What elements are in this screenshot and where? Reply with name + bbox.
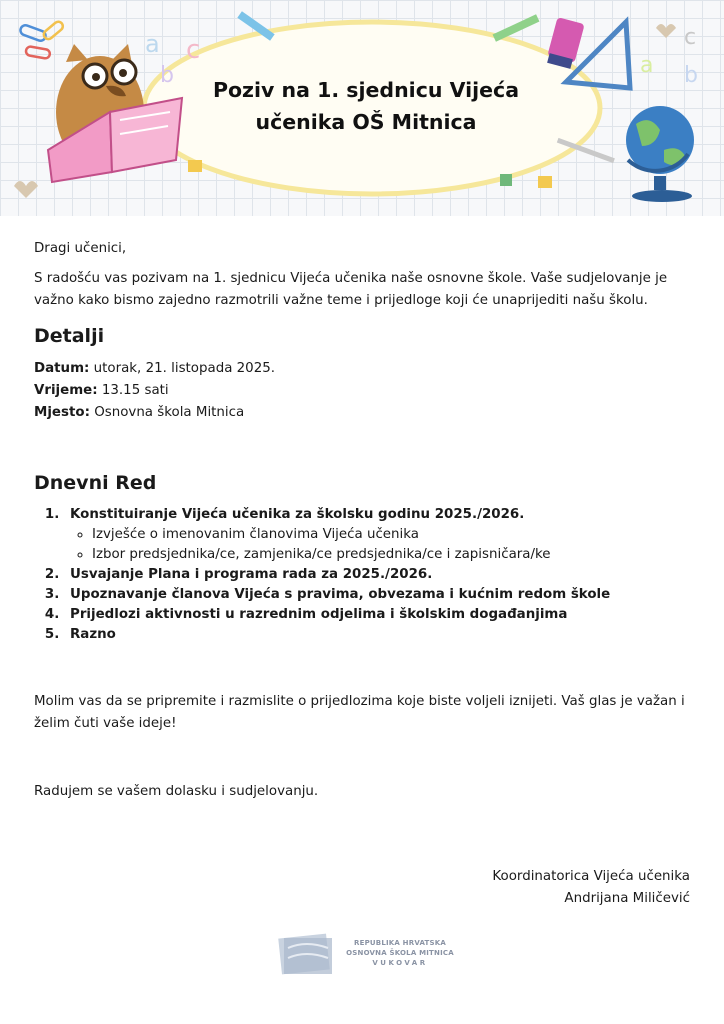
agenda-item-4: 4. Prijedlozi aktivnosti u razrednim odjelima i školskim događanjima bbox=[64, 605, 694, 625]
detail-time bbox=[34, 380, 694, 402]
detail-place bbox=[34, 402, 694, 424]
title-line-2: učenika OŠ Mitnica bbox=[255, 110, 477, 134]
paperclip-icons bbox=[19, 20, 65, 59]
sharpener-icon bbox=[500, 174, 512, 186]
signature-role: Koordinatorica Vijeća učenika bbox=[492, 869, 690, 884]
closing-paragraph: Molim vas da se pripremite i razmislite o prijedlozima koje biste voljeli iznijeti. Vaš glas je važan i želim čuti vaše ideje! bbox=[34, 694, 685, 731]
heart-icon bbox=[656, 24, 676, 38]
sharpener-icon bbox=[538, 176, 552, 188]
detail-date bbox=[34, 358, 694, 380]
details-heading: Detalji bbox=[34, 325, 105, 347]
globe-illustration bbox=[626, 106, 694, 202]
sharpener-icon bbox=[188, 160, 202, 172]
time-label: Vrijeme: bbox=[34, 383, 98, 398]
time-value: 13.15 sati bbox=[97, 383, 169, 398]
school-logo-icon bbox=[276, 928, 336, 980]
title-line-1: Poziv na 1. sjednicu Vijeća bbox=[212, 78, 520, 102]
school-stamp bbox=[276, 928, 456, 980]
place-label: Mjesto: bbox=[34, 405, 90, 420]
heart-icon bbox=[14, 181, 38, 198]
agenda-item-5: 5. Razno bbox=[64, 625, 694, 645]
page-title bbox=[196, 74, 536, 138]
place-value: Osnovna škola Mitnica bbox=[89, 405, 245, 420]
header-banner bbox=[0, 0, 724, 216]
letter-c2-decoration: c bbox=[684, 25, 697, 50]
agenda-subitem-1: ◦ Izvješće o imenovanim članovima Vijeća učenika bbox=[92, 525, 694, 545]
agenda-heading: Dnevni Red bbox=[34, 472, 157, 494]
stamp-line-3: VUKOVAR bbox=[372, 959, 428, 967]
stamp-line-1: REPUBLIKA HRVATSKA bbox=[354, 939, 446, 947]
agenda-sublist bbox=[70, 525, 694, 565]
agenda-item-1: Konstituiranje Vijeća učenika za školsku godinu 2025./2026. bbox=[70, 507, 525, 522]
stamp-line-2: OSNOVNA ŠKOLA MITNICA bbox=[346, 949, 454, 957]
letter-b-decoration: b bbox=[160, 63, 174, 88]
intro-paragraph: S radošću vas pozivam na 1. sjednicu Vijeća učenika naše osnovne škole. Vaše sudjelovanje je važno kako bismo zajedno razmotrili važne teme i prijedloge koji će unaprijediti našu školu. bbox=[34, 271, 668, 308]
letter-a2-decoration: a bbox=[640, 53, 654, 78]
glue-illustration bbox=[547, 17, 585, 69]
agenda-item-3: 3. Upoznavanje članova Vijeća s pravima, obvezama i kućnim redom škole bbox=[64, 585, 694, 605]
letter-a-decoration: a bbox=[145, 30, 160, 58]
stamp-text bbox=[340, 938, 460, 968]
agenda-subitem-2: ◦ Izbor predsjednika/ce, zamjenika/ce predsjednika/ce i zapisničara/ke bbox=[92, 545, 694, 565]
signature-block bbox=[492, 866, 690, 910]
signature-name: Andrijana Miličević bbox=[564, 891, 690, 906]
agenda-item bbox=[64, 505, 694, 565]
date-label: Datum: bbox=[34, 361, 90, 376]
agenda-list bbox=[34, 505, 694, 645]
letter-b2-decoration: b bbox=[684, 63, 698, 88]
agenda-item-2: 2. Usvajanje Plana i programa rada za 2025./2026. bbox=[64, 565, 694, 585]
letter-c-decoration: c bbox=[186, 35, 201, 65]
greeting: Dragi učenici, bbox=[34, 241, 127, 256]
date-value: utorak, 21. listopada 2025. bbox=[89, 361, 275, 376]
thanks-paragraph: Radujem se vašem dolasku i sudjelovanju. bbox=[34, 784, 319, 799]
letter-body bbox=[34, 238, 694, 803]
